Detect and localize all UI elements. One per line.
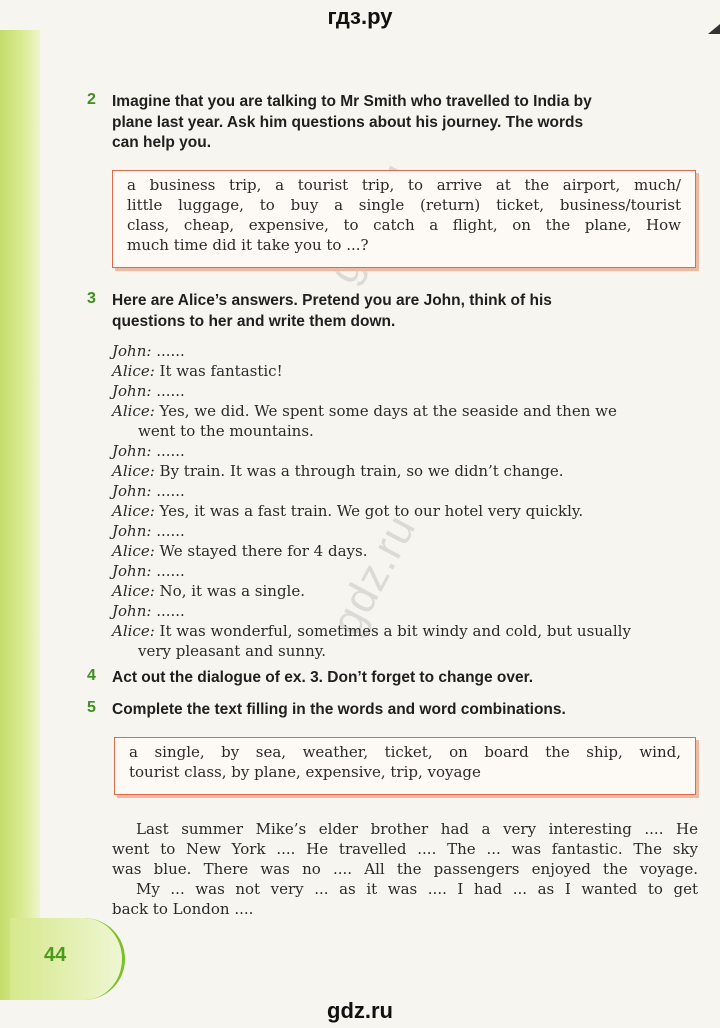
dialogue-line xyxy=(112,621,702,641)
exercise-5-text xyxy=(112,819,698,919)
utterance: ...... xyxy=(156,442,185,460)
utterance: ...... xyxy=(156,602,185,620)
dialogue-line xyxy=(112,601,702,621)
utterance: ...... xyxy=(156,562,185,580)
header-watermark: гдз.ру xyxy=(327,4,393,29)
utterance: It was fantastic! xyxy=(159,362,283,380)
speaker: John: xyxy=(112,482,152,500)
speaker: Alice: xyxy=(112,622,155,640)
speaker: Alice: xyxy=(112,502,155,520)
title-line: questions to her and write them down. xyxy=(112,312,396,330)
speaker: John: xyxy=(112,602,152,620)
title-line: Here are Alice’s answers. Pretend you are John, think of his xyxy=(112,292,552,309)
speaker: Alice: xyxy=(112,462,155,480)
utterance: Yes, it was a fast train. We got to our hotel very quickly. xyxy=(159,502,584,520)
utterance: ...... xyxy=(156,482,185,500)
speaker: Alice: xyxy=(112,362,155,380)
dialogue-line xyxy=(112,441,702,461)
speaker: John: xyxy=(112,382,152,400)
dialogue-line xyxy=(112,641,702,661)
word-box-line: a single, by sea, weather, ticket, on board the ship, wind, xyxy=(129,743,681,761)
speaker: Alice: xyxy=(112,402,155,420)
word-box-line: class, cheap, expensive, to catch a flight, on the plane, How xyxy=(127,216,681,234)
page-edge-strip xyxy=(0,30,40,1000)
title-line: can help you. xyxy=(112,134,212,151)
dialogue-line xyxy=(112,381,702,401)
word-box-line: a business trip, a tourist trip, to arrive at the airport, much/ xyxy=(127,176,681,194)
text-line: Last summer Mike’s elder brother had a very interesting .... He xyxy=(136,820,698,838)
utterance: very pleasant and sunny. xyxy=(138,642,326,660)
utterance: ...... xyxy=(156,522,185,540)
speaker: John: xyxy=(112,342,152,360)
exercise-5-title: Complete the text filling in the words and word combinations. xyxy=(112,701,566,718)
utterance: Yes, we did. We spent some days at the seaside and then we xyxy=(159,402,617,420)
dialogue-line xyxy=(112,521,702,541)
utterance: No, it was a single. xyxy=(159,582,305,600)
speaker: John: xyxy=(112,442,152,460)
exercise-4-title: Act out the dialogue of ex. 3. Don’t forget to change over. xyxy=(112,669,534,686)
dialogue-line xyxy=(112,581,702,601)
dialogue-line xyxy=(112,561,702,581)
exercise-number: 2 xyxy=(87,91,96,108)
dialogue-line xyxy=(112,341,702,361)
exercise-number: 3 xyxy=(87,290,96,307)
utterance: ...... xyxy=(156,342,185,360)
exercise-2-title xyxy=(112,92,697,154)
title-line: plane last year. Ask him questions about his journey. The words xyxy=(112,113,584,131)
dialogue-line xyxy=(112,481,702,501)
exercise-number: 5 xyxy=(87,699,96,716)
dialogue xyxy=(112,341,702,661)
exercise-2-word-box xyxy=(112,170,696,268)
utterance: It was wonderful, sometimes a bit windy and cold, but usually xyxy=(159,622,631,640)
dialogue-line xyxy=(112,501,702,521)
exercise-3-title xyxy=(112,291,697,332)
exercise-5-word-box xyxy=(114,737,696,795)
text-line: My ... was not very ... as it was .... I had ... as I wanted to get xyxy=(136,880,698,898)
speaker: John: xyxy=(112,562,152,580)
page-number: 44 xyxy=(44,944,67,966)
exercise-number: 4 xyxy=(87,667,96,684)
word-box-line: little luggage, to buy a single (return) ticket, business/tourist xyxy=(127,196,681,214)
utterance: By train. It was a through train, so we didn’t change. xyxy=(159,462,564,480)
speaker: Alice: xyxy=(112,542,155,560)
diagonal-watermark: gdz.ru xyxy=(322,506,426,644)
utterance: went to the mountains. xyxy=(138,422,314,440)
speaker: Alice: xyxy=(112,582,155,600)
utterance: ...... xyxy=(156,382,185,400)
speaker: John: xyxy=(112,522,152,540)
dialogue-line xyxy=(112,361,702,381)
dialogue-line xyxy=(112,461,702,481)
utterance: We stayed there for 4 days. xyxy=(159,542,368,560)
text-line: was blue. There was no .... All the passengers enjoyed the voyage. xyxy=(112,860,698,878)
dialogue-line xyxy=(112,421,702,441)
text-line: back to London .... xyxy=(112,900,254,918)
page-number-tab xyxy=(10,918,125,1000)
footer-watermark: gdz.ru xyxy=(327,998,393,1023)
word-box-line: tourist class, by plane, expensive, trip, voyage xyxy=(129,763,481,781)
text-line: went to New York .... He travelled .... The ... was fantastic. The sky xyxy=(112,840,698,858)
dialogue-line xyxy=(112,401,702,421)
word-box-line: much time did it take you to ...? xyxy=(127,236,369,254)
dialogue-line xyxy=(112,541,702,561)
title-line: Imagine that you are talking to Mr Smith who travelled to India by xyxy=(112,93,592,110)
